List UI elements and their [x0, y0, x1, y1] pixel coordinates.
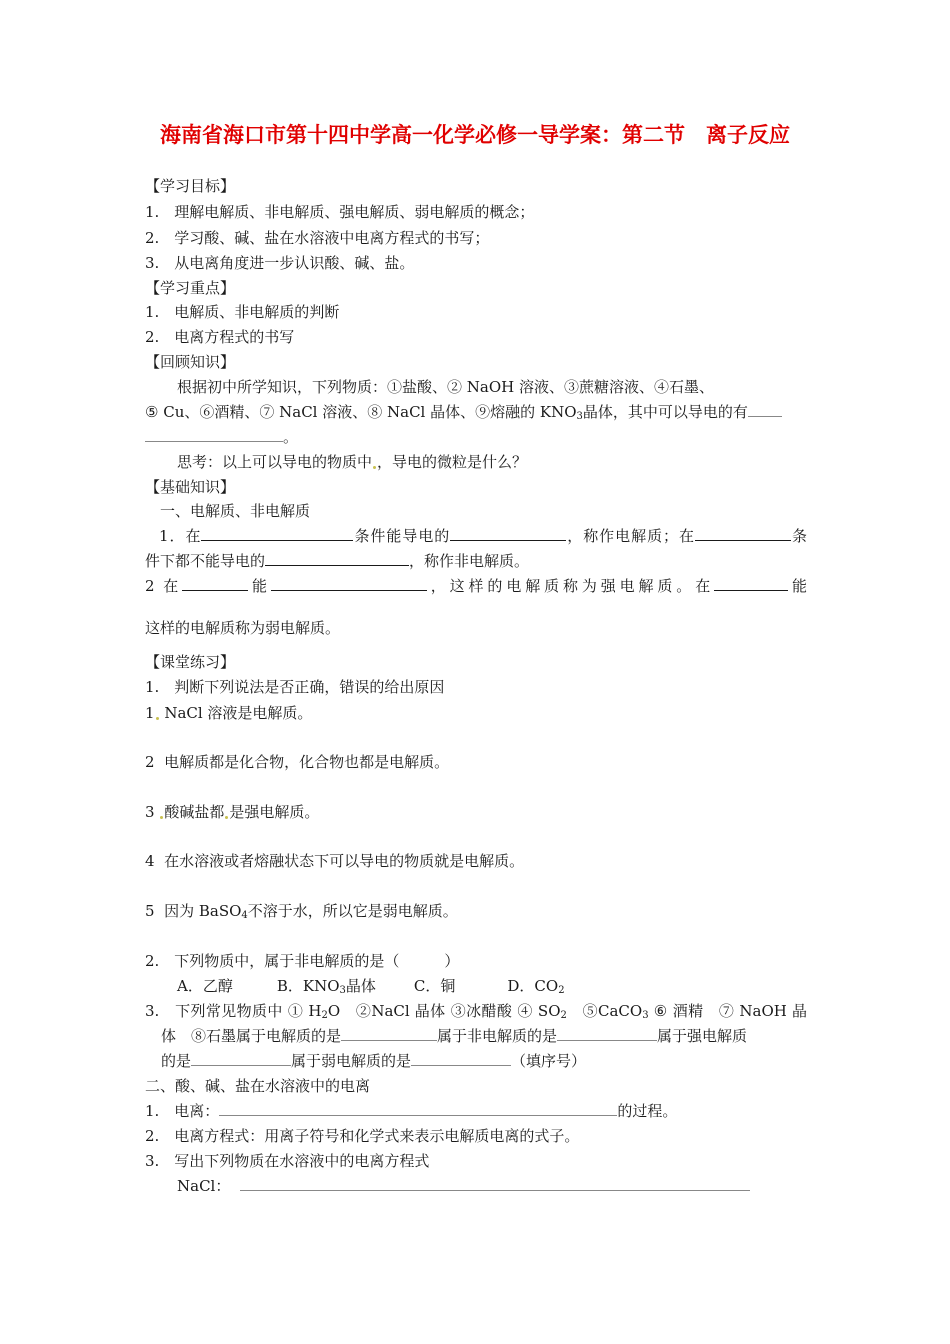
- stray-mark: [160, 816, 163, 819]
- goals-heading: 【学习目标】: [145, 177, 236, 195]
- practice-q2-options: [177, 976, 565, 996]
- goal-item-3: 3. 从电离角度进一步认识酸、碱、盐。: [145, 254, 415, 272]
- section-2-title: 二、酸、碱、盐在水溶液中的电离: [145, 1077, 371, 1095]
- stray-mark: [373, 466, 376, 469]
- page-title: 海南省海口市第十四中学高一化学必修一导学案：第二节 离子反应: [160, 123, 790, 147]
- statement-1: 1 NaCl 溶液是电解质。: [145, 704, 313, 722]
- answer-blank[interactable]: [219, 1101, 617, 1116]
- section-2-item-1: 1. 电离： 的过程。: [145, 1102, 678, 1120]
- goal-item-1: 1. 理解电解质、非电解质、强电解质、弱电解质的概念；: [145, 203, 535, 221]
- option-d[interactable]: D．$CO_2$: [507, 977, 565, 996]
- practice-q3-line1: 3. 下列常见物质中 ① $H_2O$ ②NaCl 晶体 ③冰醋酸 ④ $SO_2$ ⑤CaCO$_3$ ⑥ 酒精 ⑦ NaOH 晶: [145, 1002, 807, 1021]
- answer-blank[interactable]: [341, 1026, 437, 1041]
- answer-blank[interactable]: [191, 1051, 291, 1066]
- practice-q2-title: 2. 下列物质中，属于非电解质的是（ ）: [145, 952, 460, 970]
- answer-blank[interactable]: [182, 576, 248, 591]
- option-a[interactable]: A．乙醇: [177, 977, 233, 995]
- answer-blank[interactable]: [557, 1026, 657, 1041]
- basics-q2-line2: 这样的电解质称为弱电解质。: [145, 619, 341, 637]
- basics-q1-line1: 1．在 条件能导电的 ，称作电解质；在 条: [159, 527, 807, 545]
- practice-heading: 【课堂练习】: [145, 653, 236, 671]
- statement-2: 2 电解质都是化合物，化合物也都是电解质。: [145, 753, 450, 771]
- stray-mark: [225, 816, 228, 819]
- focus-heading: 【学习重点】: [145, 279, 236, 297]
- answer-blank[interactable]: [240, 1176, 750, 1191]
- goal-item-2: 2. 学习酸、碱、盐在水溶液中电离方程式的书写；: [145, 229, 490, 247]
- answer-blank[interactable]: [271, 576, 427, 591]
- section-2-item-3: 3. 写出下列物质在水溶液中的电离方程式: [145, 1152, 430, 1170]
- focus-item-2: 2. 电离方程式的书写: [145, 328, 295, 346]
- practice-q3-line2: 体 ⑧石墨属于电解质的是 属于非电解质的是 属于强电解质: [161, 1027, 748, 1045]
- review-line-1: 根据初中所学知识，下列物质：①盐酸、② NaOH 溶液、③蔗糖溶液、④石墨、: [177, 378, 714, 396]
- basics-heading: 【基础知识】: [145, 478, 236, 496]
- statement-5: 5 因为 BaSO$_4$不溶于水，所以它是弱电解质。: [145, 902, 458, 921]
- answer-blank[interactable]: [714, 576, 788, 591]
- option-b[interactable]: B．$KNO_3$晶体: [276, 977, 376, 996]
- review-line-2: ⑤ Cu、⑥酒精、⑦ NaCl 溶液、⑧ NaCl 晶体、⑨熔融的 $KNO_3$晶体，其中可以导电的有: [145, 402, 782, 422]
- practice-q1-title: 1. 判断下列说法是否正确，错误的给出原因: [145, 678, 445, 696]
- review-heading: 【回顾知识】: [145, 353, 236, 371]
- basics-section-1: 一、电解质、非电解质: [160, 502, 311, 520]
- review-line-3: 。: [145, 427, 298, 447]
- option-c[interactable]: C．铜: [413, 977, 456, 995]
- basics-q2-line1: 2 在 能 ，这样的电解质称为强电解质。在 能: [145, 577, 807, 595]
- answer-blank[interactable]: [695, 526, 791, 541]
- answer-blank[interactable]: [748, 402, 782, 417]
- stray-mark: [156, 717, 159, 720]
- answer-blank[interactable]: [145, 427, 283, 442]
- answer-blank[interactable]: [201, 526, 353, 541]
- section-2-item-2: 2. 电离方程式：用离子符号和化学式来表示电解质电离的式子。: [145, 1127, 580, 1145]
- practice-q3-line3: 的是 属于弱电解质的是 （填序号）: [161, 1052, 587, 1070]
- basics-q1-line2: 件下都不能导电的 ，称作非电解质。: [145, 552, 530, 570]
- answer-blank[interactable]: [265, 551, 409, 566]
- review-think: 思考：以上可以导电的物质中 ，导电的微粒是什么？: [177, 453, 528, 471]
- nacl-equation-line: NaCl：: [177, 1176, 750, 1196]
- statement-3: 3 酸碱盐都 是强电解质。: [145, 803, 320, 821]
- answer-blank[interactable]: [411, 1051, 511, 1066]
- statement-4: 4 在水溶液或者熔融状态下可以导电的物质就是电解质。: [145, 852, 525, 870]
- focus-item-1: 1. 电解质、非电解质的判断: [145, 303, 340, 321]
- answer-blank[interactable]: [450, 526, 566, 541]
